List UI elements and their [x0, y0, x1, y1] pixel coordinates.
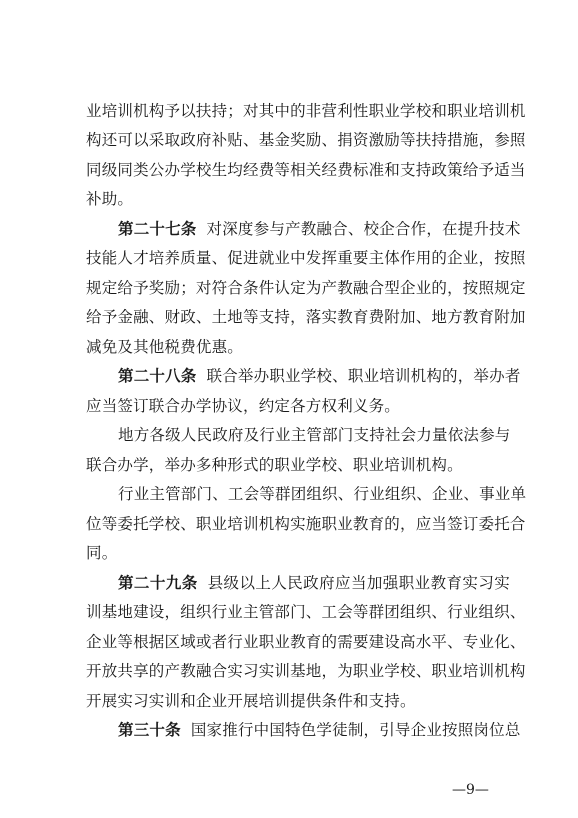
article-first-line — [118, 366, 521, 386]
paragraph-line: 补助。 — [86, 190, 134, 208]
article-text: 对深度参与产教融合、校企合作，在提升技术 — [206, 220, 521, 238]
article-heading: 第二十九条 — [118, 574, 198, 592]
paragraph-line: 业培训机构予以扶持；对其中的非营利性职业学校和职业培训机 — [86, 102, 526, 120]
paragraph-line: 行业主管部门、工会等群团组织、行业组织、企业、事业单 — [118, 485, 527, 503]
paragraph-line: 构还可以采取政府补贴、基金奖励、捐资激励等扶持措施，参照 — [86, 131, 526, 149]
paragraph-line: 同。 — [86, 544, 118, 562]
paragraph-line: 技能人才培养质量、促进就业中发挥重要主体作用的企业，按照 — [86, 249, 526, 267]
paragraph-line: 应当签订联合办学协议，约定各方权利义务。 — [86, 397, 401, 415]
paragraph-line: 位等委托学校、职业培训机构实施职业教育的，应当签订委托合 — [86, 515, 526, 533]
article-first-line — [118, 720, 521, 740]
article-first-line — [118, 219, 521, 239]
article-heading: 第二十八条 — [118, 367, 197, 385]
article-text: 县级以上人民政府应当加强职业教育实习实 — [207, 574, 510, 592]
article-heading: 第三十条 — [118, 721, 181, 739]
paragraph-line: 减免及其他税费优惠。 — [86, 338, 244, 356]
page-number: —9— — [452, 782, 489, 798]
paragraph-line: 规定给予奖励；对符合条件认定为产教融合型企业的，按照规定 — [86, 279, 526, 297]
article-text: 联合举办职业学校、职业培训机构的，举办者 — [206, 367, 521, 385]
paragraph-line: 给予金融、财政、土地等支持，落实教育费附加、地方教育附加 — [86, 308, 526, 326]
paragraph-line: 地方各级人民政府及行业主管部门支持社会力量依法参与 — [118, 426, 511, 444]
paragraph-line: 联合办学，举办多种形式的职业学校、职业培训机构。 — [86, 456, 463, 474]
paragraph-line: 企业等根据区域或者行业职业教育的需要建设高水平、专业化、 — [86, 633, 526, 651]
paragraph-line: 开放共享的产教融合实习实训基地，为职业学校、职业培训机构 — [86, 662, 526, 680]
article-first-line — [118, 573, 510, 593]
paragraph-line: 训基地建设，组织行业主管部门、工会等群团组织、行业组织、 — [86, 603, 526, 621]
paragraph-line: 同级同类公办学校生均经费等相关经费标准和支持政策给予适当 — [86, 161, 526, 179]
article-heading: 第二十七条 — [118, 220, 197, 238]
article-text: 国家推行中国特色学徒制，引导企业按照岗位总 — [190, 721, 521, 739]
paragraph-line: 开展实习实训和企业开展培训提供条件和支持。 — [86, 692, 416, 710]
